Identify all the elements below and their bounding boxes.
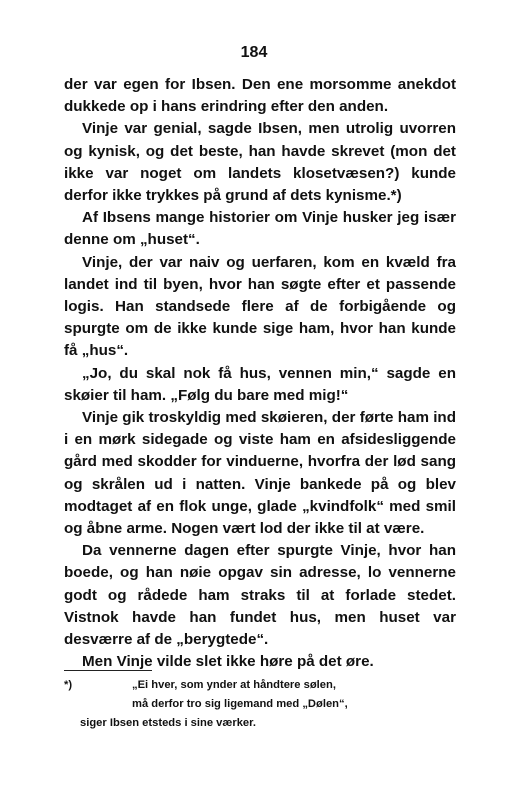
paragraph: Vinje gik troskyldig med skøieren, der førte ham ind i en mørk sidegade og viste ham en afsidesliggende gård med skodder for vinduerne, hvorfra der lød sang og skrålen ud i natten. Vinje bankede på og blev modtaget af en flok unge, glade „kvindfolk“ med smil og åbne arme. Nogen vært lod der ikke til at være. bbox=[64, 409, 456, 538]
footnote-line: siger Ibsen etsteds i sine værker. bbox=[80, 717, 256, 729]
footnote-line: „Ei hver, som ynder at håndtere sølen, bbox=[132, 679, 336, 691]
paragraph: „Jo, du skal nok få hus, vennen min,“ sagde en skøier til ham. „Følg du bare med mig!“ bbox=[64, 364, 456, 404]
footnote-divider bbox=[64, 670, 152, 671]
paragraph: Da vennerne dagen efter spurgte Vinje, hvor han boede, og han nøie opgav sin adresse, lo vennerne godt og rådede ham straks til at forlade stedet. Vistnok havde han fundet hus, men huset var desværre af de „berygtede“. bbox=[64, 542, 456, 649]
footnote-marker: *) bbox=[64, 679, 73, 691]
paragraph: der var egen for Ibsen. Den ene morsomme anekdot dukkede op i hans erindring efter den anden. bbox=[64, 76, 456, 116]
page-number: 184 bbox=[240, 44, 268, 61]
paragraph: Vinje var genial, sagde Ibsen, men utrolig uvorren og kynisk, og det beste, han havde skrevet (mon det ikke var noget om landets klosetvæsen?) kunde derfor ikke trykkes på grund af dets kynisme.*) bbox=[64, 120, 456, 205]
paragraph: Vinje, der var naiv og uerfaren, kom en kvæld fra landet ind til byen, hvor han søgte efter et passende logis. Han standsede flere af de forbigående og spurgte om de ikke kunde sige ham, hvor han kunde få „hus“. bbox=[64, 253, 456, 360]
body-text bbox=[64, 74, 456, 673]
footnote-line: må derfor tro sig ligemand med „Dølen“, bbox=[132, 698, 348, 710]
footnote bbox=[64, 676, 456, 733]
paragraph: Af Ibsens mange historier om Vinje husker jeg især denne om „huset“. bbox=[64, 209, 456, 249]
paragraph: Men Vinje vilde slet ikke høre på det øre. bbox=[82, 653, 374, 671]
